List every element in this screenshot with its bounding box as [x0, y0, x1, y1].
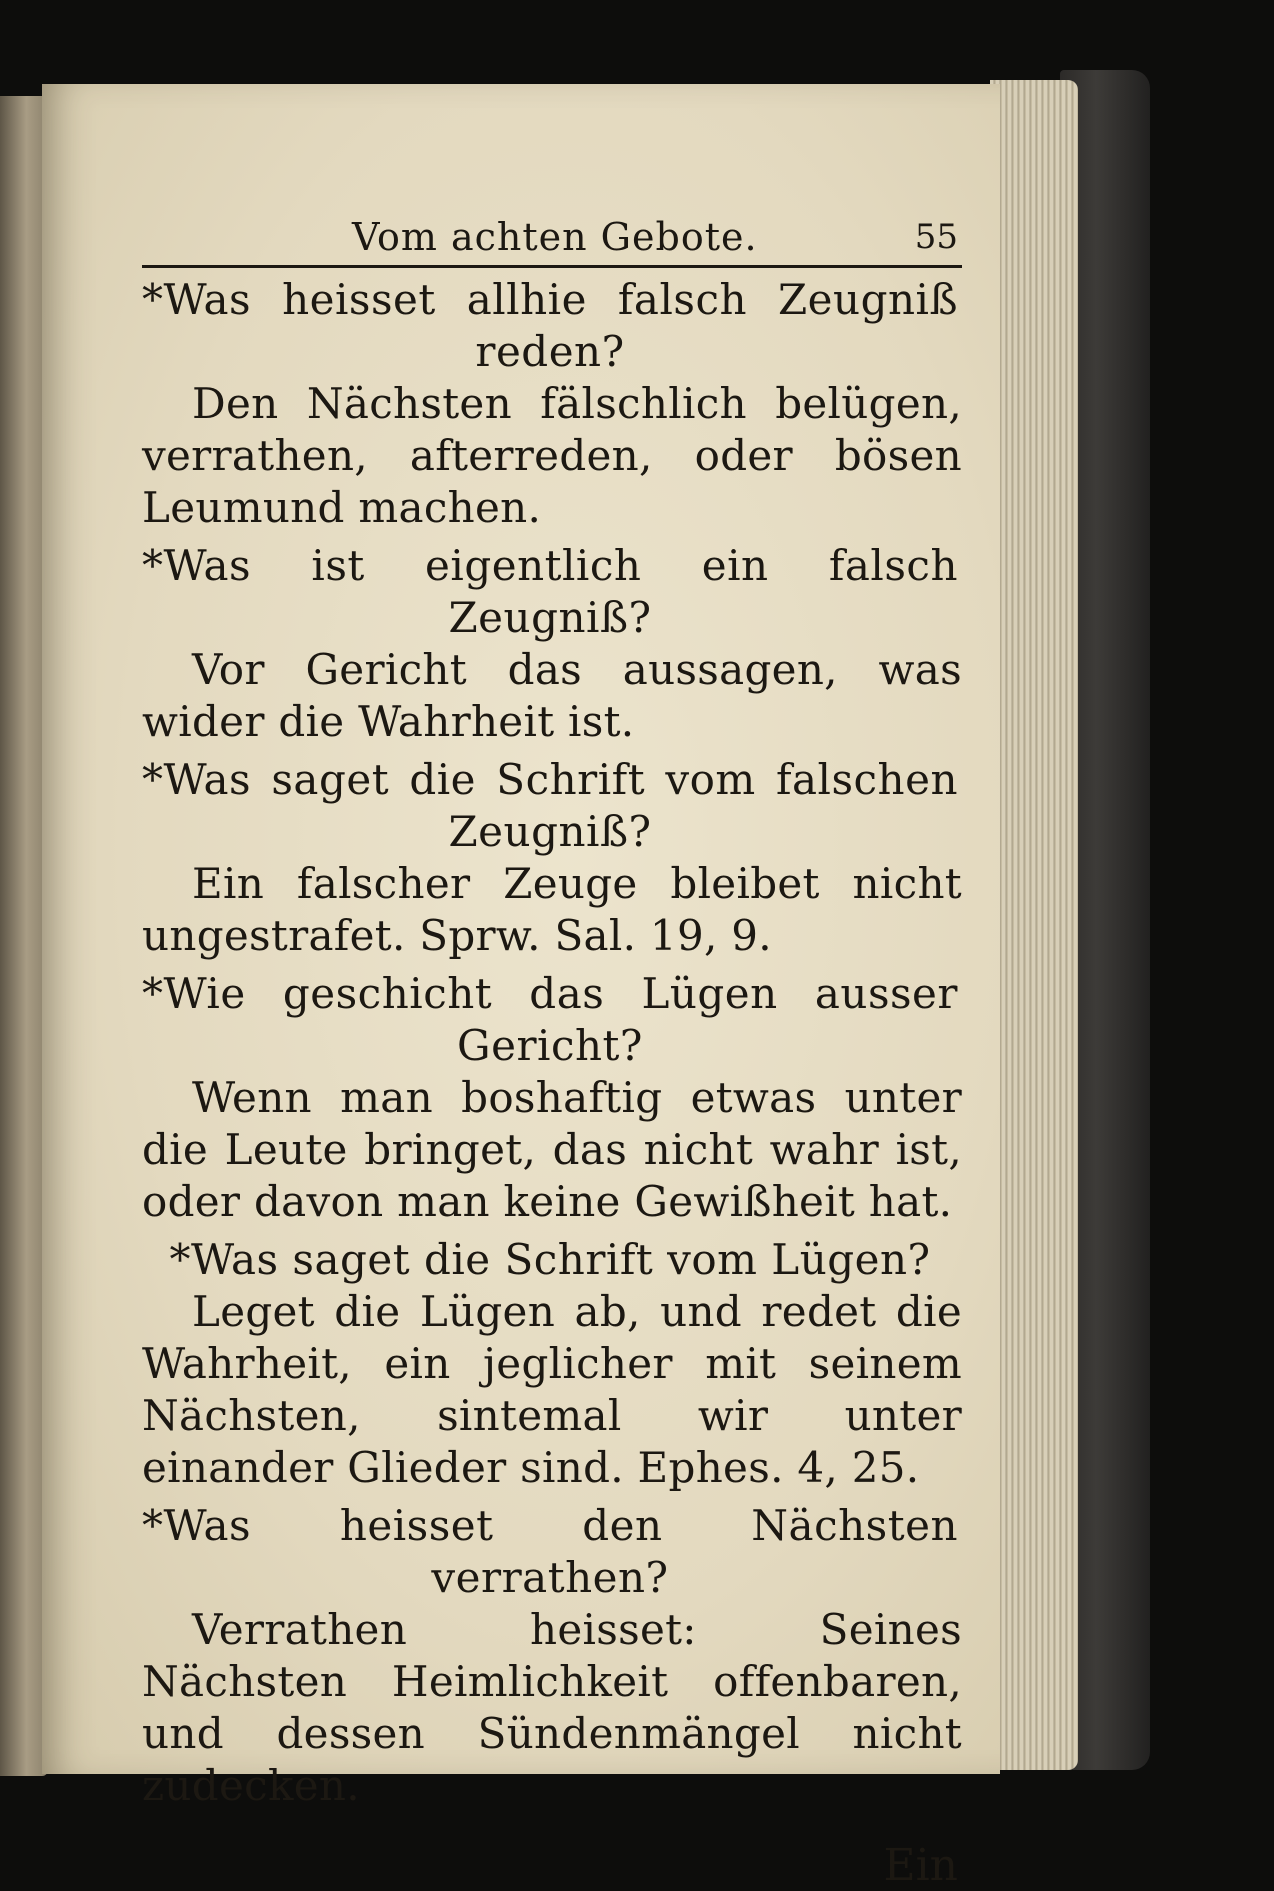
qa-block-1: [142, 274, 962, 534]
answer-text: Verrathen heisset: Seines Nächsten Heimlichkeit offenbaren, und dessen Sündenmängel nicht zudecken.: [142, 1605, 962, 1810]
question-text: *Was heisset den Nächsten verrathen?: [142, 1501, 958, 1602]
question-text: *Wie geschicht das Lügen ausser Gericht?: [142, 969, 958, 1070]
question-text: *Was heisset allhie falsch Zeugniß reden?: [142, 275, 958, 376]
qa-block-6: [142, 1500, 962, 1812]
page-stack-edge: [990, 80, 1078, 1770]
page-content: [142, 209, 962, 1891]
qa-block-5: [142, 1234, 962, 1494]
qa-block-3: [142, 754, 962, 962]
question-text: *Was ist eigentlich ein falsch Zeugniß?: [142, 541, 958, 642]
qa-block-2: [142, 540, 962, 748]
page-number: 55: [914, 217, 958, 257]
catchword: Ein: [883, 1840, 958, 1891]
book-page: [42, 84, 1000, 1891]
answer-text: Wenn man boshaftig etwas unter die Leute bringet, das nicht wahr ist, oder davon man keine Gewißheit hat.: [142, 1073, 962, 1226]
answer-text: Ein falscher Zeuge bleibet nicht ungestrafet. Sprw. Sal. 19, 9.: [142, 859, 962, 960]
facing-page-edge: [0, 96, 48, 1776]
running-head: [142, 209, 962, 268]
answer-text: Den Nächsten fälschlich belügen, verrathen, afterreden, oder bösen Leumund machen.: [142, 379, 962, 532]
question-text: *Was saget die Schrift vom Lügen?: [169, 1235, 931, 1284]
running-title: Vom achten Gebote.: [352, 215, 758, 259]
question-text: *Was saget die Schrift vom falschen Zeugniß?: [142, 755, 958, 856]
answer-text: Leget die Lügen ab, und redet die Wahrheit, ein jeglicher mit seinem Nächsten, sintemal wir unter einander Glieder sind. Ephes. 4, 25.: [142, 1287, 962, 1492]
answer-text: Vor Gericht das aussagen, was wider die Wahrheit ist.: [142, 645, 962, 746]
qa-block-4: [142, 968, 962, 1228]
